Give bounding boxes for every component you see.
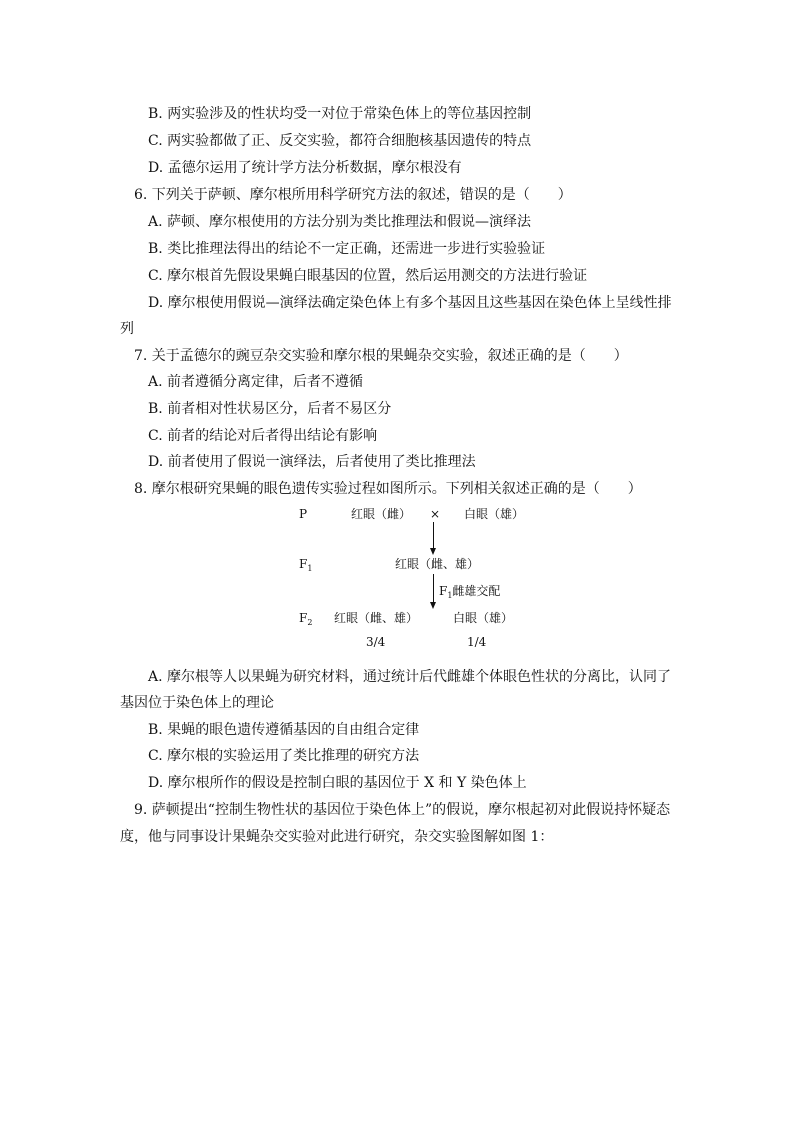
f1-mating-label: $F_1$雌雄交配	[439, 584, 501, 600]
arrow-p-to-f1	[433, 522, 434, 550]
option-a-q8-continuation: 基因位于染色体上的理论	[120, 695, 274, 711]
option-a-q7: A. 前者遵循分离定律，后者不遵循	[148, 374, 364, 390]
f1-result: 红眼（雌、雄）	[395, 557, 480, 571]
p-male-white-eye: 白眼（雄）	[464, 507, 525, 521]
arrow-head-f1-to-f2	[430, 602, 436, 609]
option-d-q5: D. 孟德尔运用了统计学方法分析数据，摩尔根没有	[148, 160, 462, 176]
option-c-q5: C. 两实验都做了正、反交实验，都符合细胞核基因遗传的特点	[148, 133, 532, 149]
arrow-f1-to-f2	[433, 574, 434, 604]
option-a-q8: A. 摩尔根等人以果蝇为研究材料，通过统计后代雌雄个体眼色性状的分离比，认同了	[148, 669, 672, 685]
option-c-q8: C. 摩尔根的实验运用了类比推理的研究方法	[148, 748, 420, 764]
arrow-head-p-to-f1	[430, 548, 436, 555]
question-6-stem: 6. 下列关于萨顿、摩尔根所用科学研究方法的叙述，错误的是（ ）	[134, 187, 572, 203]
question-9-continuation: 度，他与同事设计果蝇杂交实验对此进行研究，杂交实验图解如图 1：	[120, 829, 554, 845]
option-d-q8: D. 摩尔根所作的假设是控制白眼的基因位于 X 和 Y 染色体上	[148, 775, 527, 791]
f1-generation-label: $F_1$	[299, 557, 313, 573]
f2-red-eye: 红眼（雌、雄）	[334, 611, 419, 625]
option-b-q7: B. 前者相对性状易区分，后者不易区分	[148, 401, 392, 417]
ratio-white: 1/4	[467, 635, 487, 649]
p-female-red-eye: 红眼（雌）	[351, 507, 412, 521]
ratio-red: 3/4	[366, 635, 386, 649]
cross-symbol: ×	[430, 507, 441, 521]
question-9-stem: 9. 萨顿提出“控制生物性状的基因位于染色体上”的假说，摩尔根起初对此假说持怀疑态	[134, 802, 671, 818]
option-b-q5: B. 两实验涉及的性状均受一对位于常染色体上的等位基因控制	[148, 106, 532, 122]
option-d-q7: D. 前者使用了假说一演绎法，后者使用了类比推理法	[148, 454, 476, 470]
option-a-q6: A. 萨顿、摩尔根使用的方法分别为类比推理法和假说—演绎法	[148, 214, 532, 230]
option-c-q6: C. 摩尔根首先假设果蝇白眼基因的位置，然后运用测交的方法进行验证	[148, 268, 588, 284]
option-d-q6-continuation: 列	[120, 321, 134, 337]
option-b-q8: B. 果蝇的眼色遗传遵循基因的自由组合定律	[148, 722, 420, 738]
p-generation-label: P	[299, 507, 308, 521]
option-d-q6: D. 摩尔根使用假说—演绎法确定染色体上有多个基因且这些基因在染色体上呈线性排	[148, 295, 672, 311]
f2-white-eye: 白眼（雄）	[453, 611, 514, 625]
option-c-q7: C. 前者的结论对后者得出结论有影响	[148, 428, 378, 444]
f2-generation-label: $F_2$	[299, 611, 313, 627]
question-7-stem: 7. 关于孟德尔的豌豆杂交实验和摩尔根的果蝇杂交实验，叙述正确的是（ ）	[134, 348, 628, 364]
option-b-q6: B. 类比推理法得出的结论不一定正确，还需进一步进行实验验证	[148, 241, 546, 257]
question-8-stem: 8. 摩尔根研究果蝇的眼色遗传实验过程如图所示。下列相关叙述正确的是（ ）	[134, 481, 642, 497]
